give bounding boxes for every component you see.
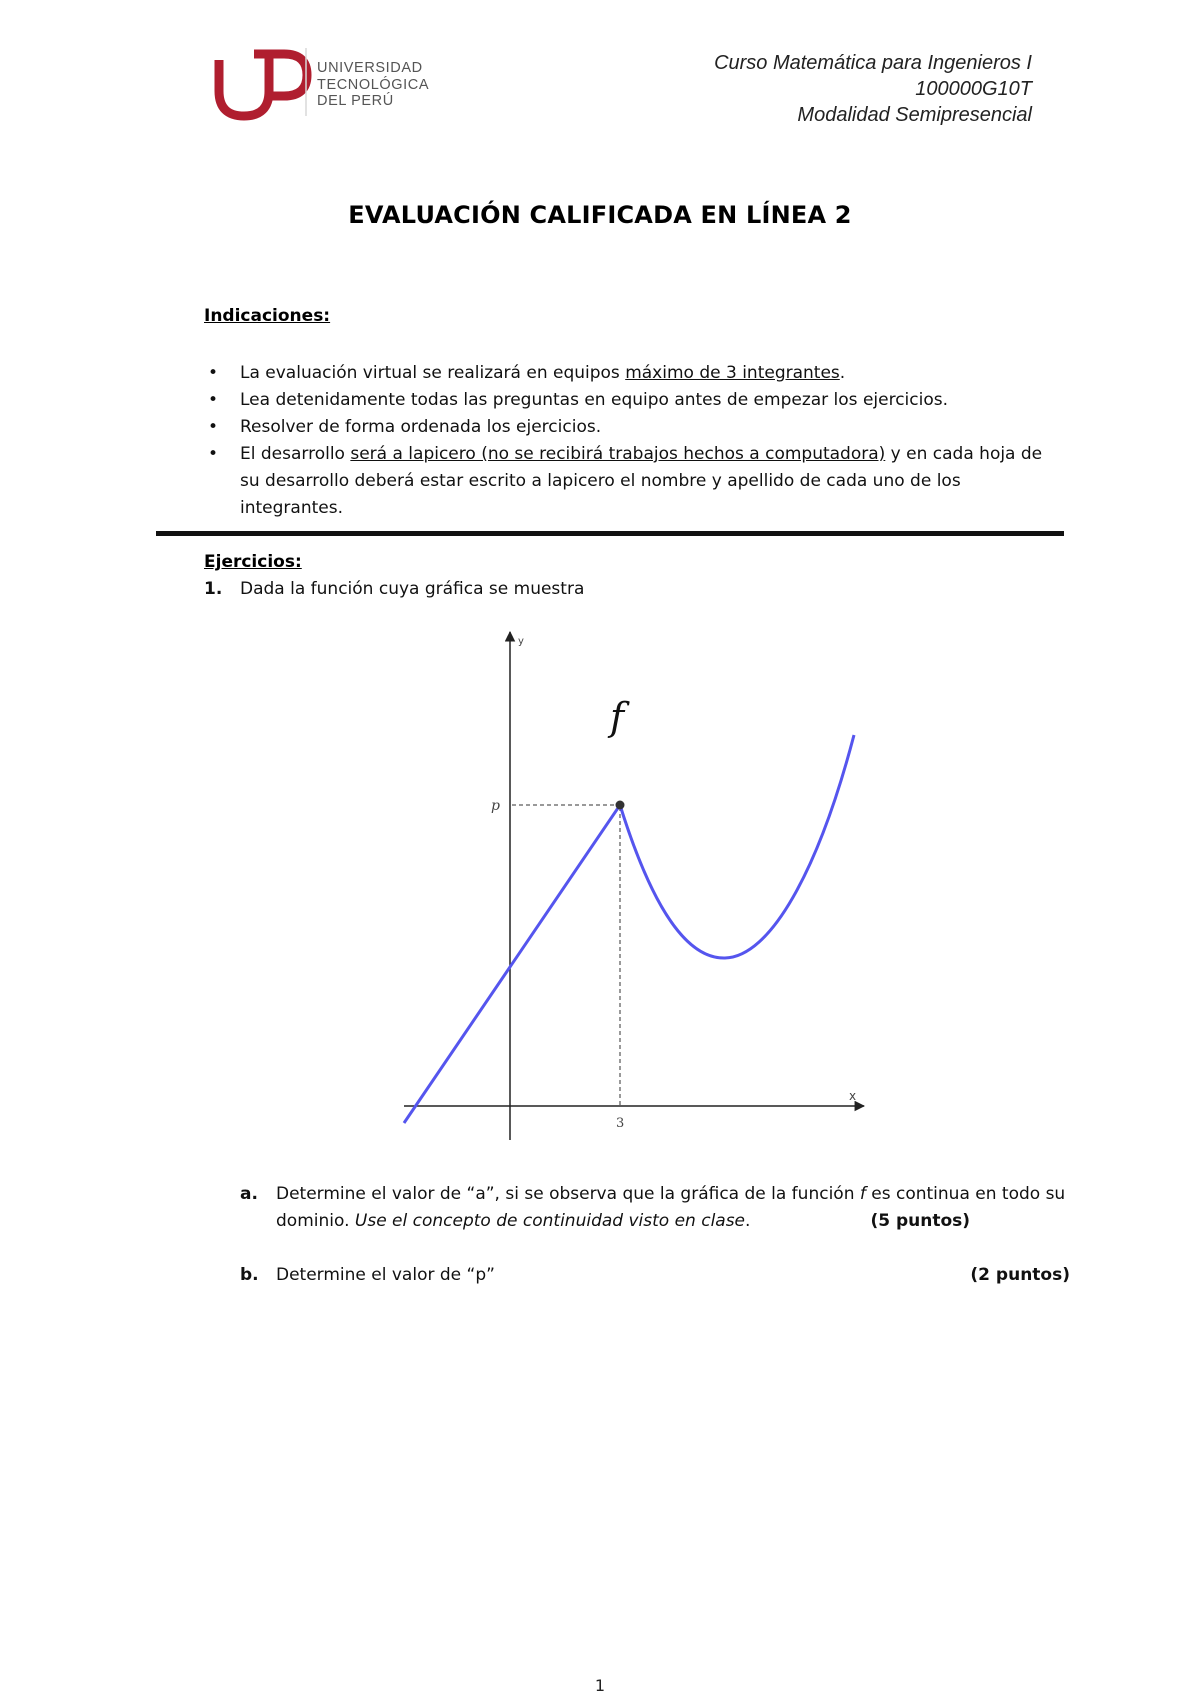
subquestion-text: Determine el valor de “p” [276,1265,495,1285]
bullet-icon: • [208,363,219,383]
points: (5 puntos) [870,1211,971,1231]
course-modality: Modalidad Semipresencial [797,104,1032,126]
bullet-icon: • [208,444,219,464]
course-code: 100000G10T [915,78,1032,100]
y-axis-label: y [518,636,524,647]
exercise-text: Dada la función cuya gráfica se muestra [240,579,585,599]
section-divider [156,531,1064,536]
logo-line: UNIVERSIDAD [317,60,423,76]
logo-line: DEL PERÚ [317,93,394,109]
subquestion-a [240,1181,1070,1235]
points: (2 puntos) [970,1265,1070,1285]
list-item: • El desarrollo será a lapicero (no se recibirá trabajos hechos a computadora) y en cada hoja de su desarrollo deberá estar escrito a lapicero el nombre y apellido de cada uno de los integrantes. [204,441,1064,522]
exercise-1 [204,579,584,599]
exercises-heading: Ejercicios: [204,552,302,572]
indications-heading: Indicaciones: [204,306,331,326]
indications-list [204,360,1064,522]
y-tick-label: p [491,798,500,814]
logo-wordmark [317,60,429,110]
exercise-number: 1. [204,579,223,599]
subquestion-label: a. [240,1184,258,1204]
subquestion-label: b. [240,1265,259,1285]
list-item: • Lea detenidamente todas las preguntas en equipo antes de empezar los ejercicios. [204,387,1064,414]
function-graph [400,630,868,1150]
course-info [714,50,1032,128]
logo-line: TECNOLÓGICA [317,76,430,93]
peak-point [616,801,625,810]
course-name: Curso Matemática para Ingenieros I [714,52,1032,74]
subquestion-text: Determine el valor de “a”, si se observa que la gráfica de la función f es continua en todo su dominio. Use el concepto de continuidad visto en clase. (5 puntos) [276,1184,1066,1231]
list-item: • La evaluación virtual se realizará en equipos máximo de 3 integrantes. [204,360,1064,387]
function-label: f [610,695,625,739]
page-title: EVALUACIÓN CALIFICADA EN LÍNEA 2 [348,201,852,229]
bullet-icon: • [208,417,219,437]
list-item: • Resolver de forma ordenada los ejercicios. [204,414,1064,441]
x-tick-label: 3 [616,1116,625,1131]
page-number: 1 [594,1676,606,1695]
subquestion-b [240,1262,1070,1289]
series-line [404,735,857,1123]
bullet-icon: • [208,390,219,410]
x-axis-label: x [849,1089,857,1103]
